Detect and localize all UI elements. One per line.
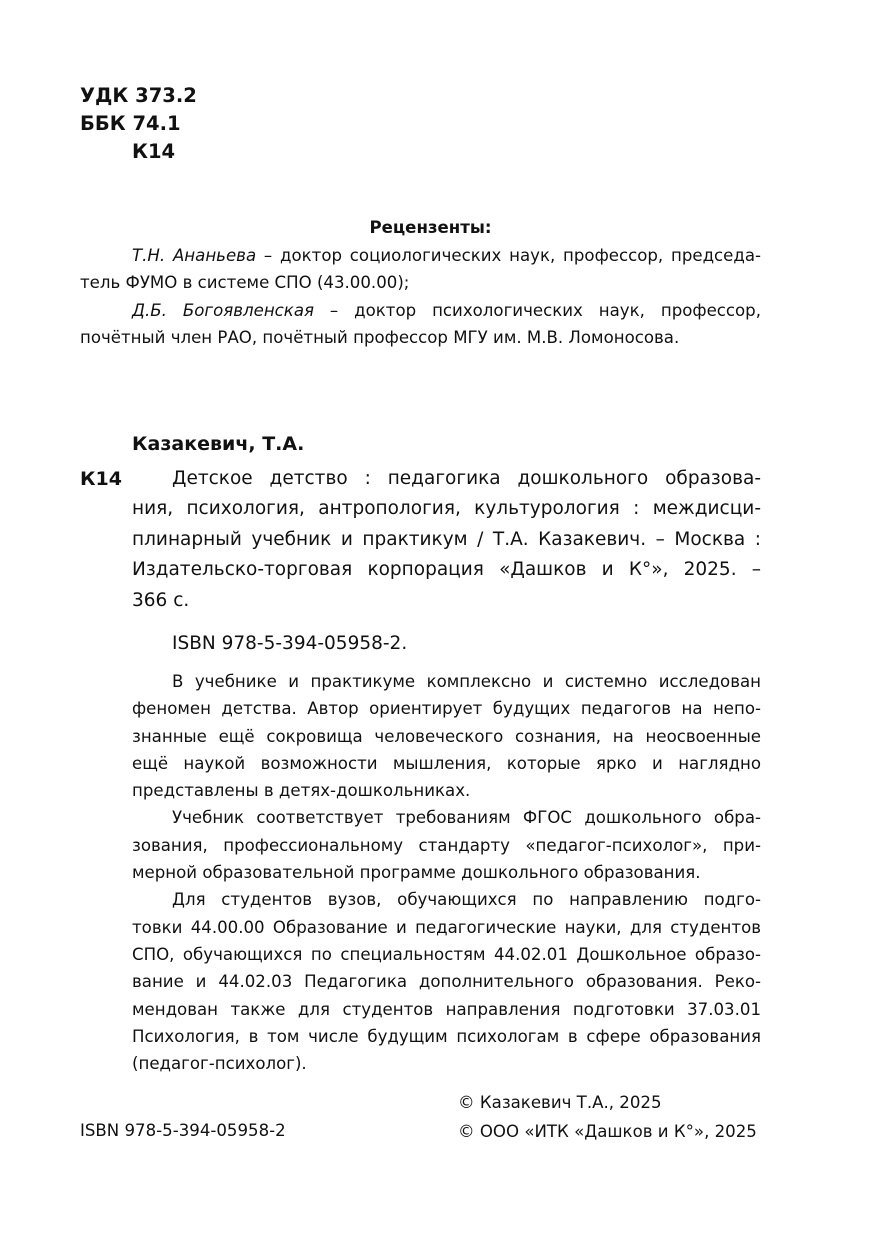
citation-line: ния, психология, антропология, культурология : междисци- — [132, 498, 761, 520]
reviewer-2-line1: Д.Б. Богоявленская – доктор психологических наук, профессор, — [132, 300, 761, 320]
copyright-block — [458, 1088, 757, 1146]
reviewer-1-line1: Т.Н. Ананьева – доктор социологических наук, профессор, председа- — [132, 245, 762, 265]
udk-code: УДК 373.2 — [80, 84, 197, 107]
citation-line: плинарный учебник и практикум / Т.А. Казакевич. – Москва : — [132, 528, 761, 550]
abstract-line: мерной образовательной программе дошкольного образования. — [132, 863, 701, 883]
abstract-line: товки 44.00.00 Образование и педагогические науки, для студентов — [132, 917, 761, 937]
reviewer-1-line2: тель ФУМО в системе СПО (43.00.00); — [80, 273, 410, 292]
reviewers-block — [80, 214, 761, 352]
abstract-line: Психология, в том числе будущим психологам в сфере образования — [132, 1026, 761, 1046]
reviewer-1-name: Т.Н. Ананьева — [132, 245, 257, 265]
footer-isbn: ISBN 978-5-394-05958-2 — [80, 1121, 286, 1140]
abstract-line: В учебнике и практикуме комплексно и системно исследован — [172, 672, 761, 691]
citation-mark: К14 — [80, 468, 122, 490]
copyright-author: © Казакевич Т.А., 2025 — [458, 1093, 662, 1112]
abstract-line: феномен детства. Автор ориентирует будущих педагогов на непо- — [132, 699, 761, 719]
abstract-line: знанные ещё сокровища человеческого сознания, на неосвоенные — [132, 726, 761, 746]
abstract-line: (педагог-психолог). — [132, 1054, 307, 1074]
bibliographic-citation — [132, 464, 761, 616]
citation-line: Детское детство : педагогика дошкольного образова- — [172, 468, 761, 489]
author-mark: К14 — [132, 140, 176, 163]
citation-line: Издательско-торговая корпорация «Дашков и К°», 2025. – — [132, 559, 761, 581]
abstract-line: мендован также для студентов направления подготовки 37.03.01 — [132, 999, 761, 1019]
reviewer-2-name: Д.Б. Богоявленская — [132, 300, 314, 320]
abstract-line: Учебник соответствует требованиям ФГОС дошкольного обра- — [172, 808, 761, 828]
abstract — [132, 668, 761, 1077]
reviewer-2-line2: почётный член РАО, почётный профессор МГУ им. М.В. Ломоносова. — [80, 328, 680, 347]
abstract-line: зования, профессиональному стандарту «педагог-психолог», при- — [132, 835, 761, 855]
reviewers-heading: Рецензенты: — [369, 218, 492, 237]
citation-author: Казакевич, Т.А. — [132, 433, 305, 455]
copyright-publisher: © ООО «ИТК «Дашков и К°», 2025 — [458, 1122, 757, 1141]
abstract-line: Для студентов вузов, обучающихся по направлению подго- — [172, 890, 761, 910]
bbk-code: ББК 74.1 — [80, 112, 181, 135]
abstract-line: ещё наукой возможности мышления, которые ярко и наглядно — [132, 753, 761, 773]
abstract-line: вание и 44.02.03 Педагогика дополнительного образования. Реко- — [132, 972, 761, 992]
citation-isbn: ISBN 978-5-394-05958-2. — [172, 633, 408, 654]
classification-codes — [80, 82, 197, 166]
abstract-line: представлены в детях-дошкольниках. — [132, 781, 471, 801]
citation-line: 366 с. — [132, 589, 190, 611]
abstract-line: СПО, обучающихся по специальностям 44.02.01 Дошкольное образо- — [132, 944, 761, 964]
